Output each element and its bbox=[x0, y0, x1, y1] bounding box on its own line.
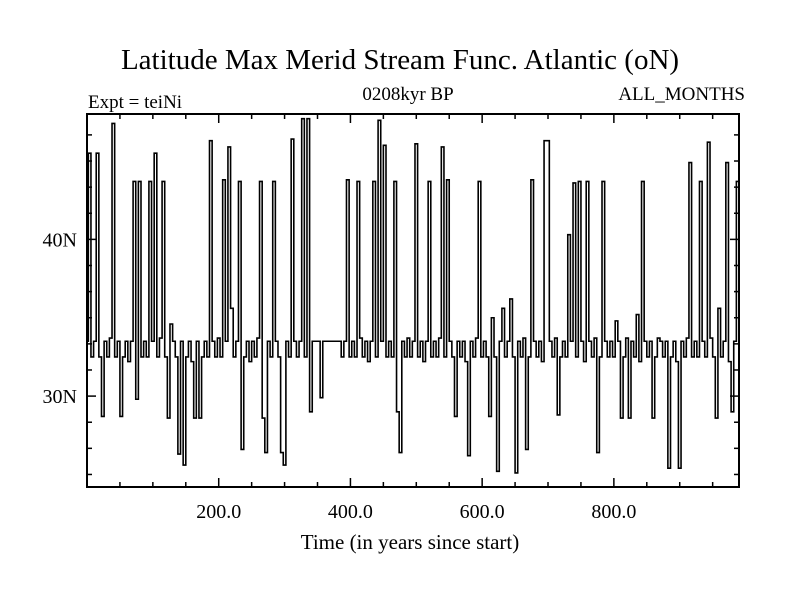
y-tick-label: 30N bbox=[42, 386, 77, 409]
x-tick-label: 400.0 bbox=[327, 501, 373, 523]
x-tick-label: 200.0 bbox=[196, 501, 242, 523]
data-series-line bbox=[87, 119, 739, 473]
y-tick-label: 40N bbox=[42, 229, 77, 252]
chart-title: Latitude Max Merid Stream Func. Atlantic (oN) bbox=[120, 44, 680, 76]
x-tick-label: 800.0 bbox=[591, 501, 637, 523]
experiment-label: Expt = teiNi bbox=[88, 92, 183, 113]
x-tick-label: 600.0 bbox=[459, 501, 505, 523]
months-label: ALL_MONTHS bbox=[618, 84, 745, 105]
time-bp-label: 0208kyr BP bbox=[362, 84, 454, 105]
x-axis-title: Time (in years since start) bbox=[300, 530, 520, 554]
